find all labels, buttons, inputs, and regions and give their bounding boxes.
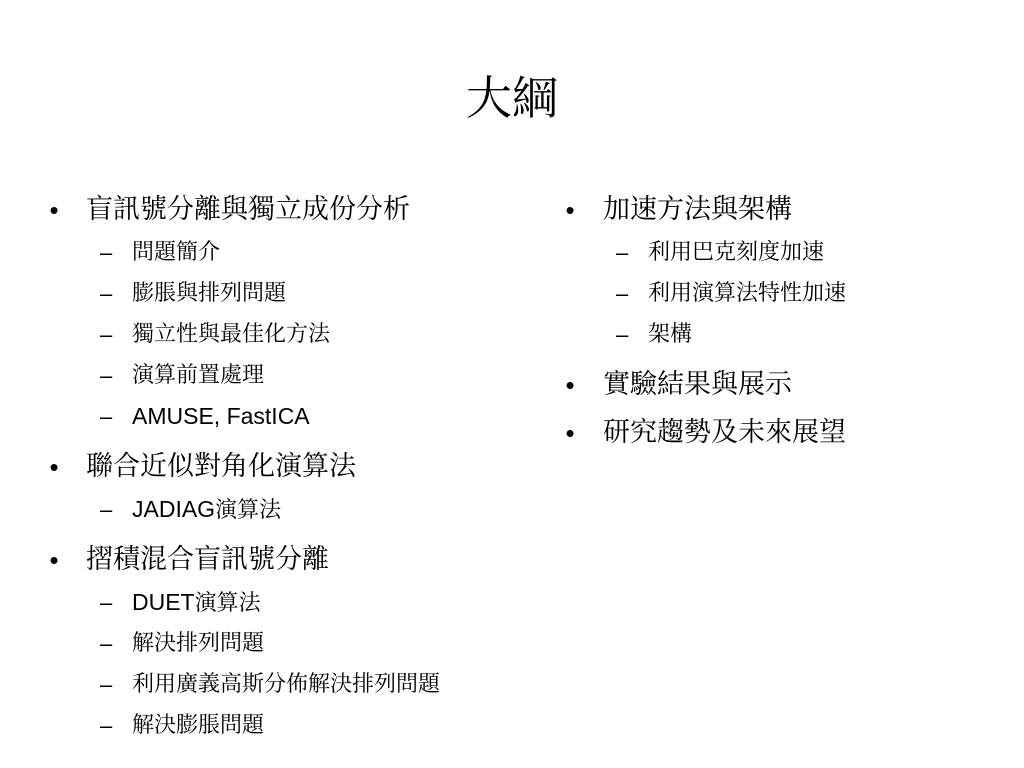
right-outline-column: [560, 190, 1000, 461]
bullet-icon: •: [49, 195, 59, 225]
dash-icon: –: [100, 404, 113, 429]
sub-list: [44, 489, 534, 530]
outline-item-acceleration: [560, 190, 1000, 230]
sub-item-latin-label: AMUSE, FastICA: [132, 403, 310, 429]
slide-title: 大綱: [466, 71, 558, 125]
sub-list: [44, 582, 534, 746]
sub-item-latin-label: JADIAG: [132, 496, 216, 522]
sub-item-label: 獨立性與最佳化方法: [132, 322, 331, 347]
sub-item-label: 膨脹與排列問題: [132, 281, 287, 306]
sub-item: [560, 232, 1000, 273]
sub-item: [560, 273, 1000, 314]
sub-item: [44, 489, 534, 530]
sub-item: [44, 623, 534, 664]
sub-item-label: 演算法: [215, 498, 282, 523]
dash-icon: –: [100, 281, 113, 306]
outline-item-label: 盲訊號分離與獨立成份分析: [86, 194, 410, 225]
dash-icon: –: [100, 497, 113, 522]
dash-icon: –: [100, 590, 113, 615]
dash-icon: –: [616, 322, 629, 347]
sub-item: [44, 396, 534, 437]
sub-item-label: 解決排列問題: [132, 631, 265, 656]
sub-item: [44, 664, 534, 705]
sub-item-latin-label: DUET: [132, 589, 195, 615]
sub-item: [44, 705, 534, 746]
sub-item: [44, 582, 534, 623]
sub-item-label: 利用廣義高斯分佈解決排列問題: [132, 672, 441, 697]
sub-item-label: 架構: [648, 322, 693, 347]
outline-item-bss-ica: [44, 190, 534, 230]
outline-item-jadiag: [44, 447, 534, 487]
sub-item: [560, 314, 1000, 355]
outline-item-label: 聯合近似對角化演算法: [86, 451, 356, 482]
dash-icon: –: [100, 713, 113, 738]
dash-icon: –: [616, 240, 629, 265]
sub-list: [44, 232, 534, 437]
outline-item-convolutive-bss: [44, 540, 534, 580]
sub-item-label: 利用演算法特性加速: [648, 281, 847, 306]
sub-item-label: 問題簡介: [132, 240, 221, 265]
sub-item: [44, 232, 534, 273]
bullet-icon: •: [49, 452, 59, 482]
dash-icon: –: [100, 631, 113, 656]
dash-icon: –: [100, 672, 113, 697]
dash-icon: –: [100, 240, 113, 265]
sub-item-label: 演算前置處理: [132, 363, 265, 388]
left-outline-column: [44, 190, 534, 756]
bullet-icon: •: [565, 195, 575, 225]
outline-item-label: 實驗結果與展示: [603, 369, 792, 400]
bullet-icon: •: [49, 545, 59, 575]
sub-item: [44, 314, 534, 355]
outline-item-label: 摺積混合盲訊號分離: [86, 544, 329, 575]
dash-icon: –: [616, 281, 629, 306]
sub-list: [560, 232, 1000, 355]
dash-icon: –: [100, 322, 113, 347]
sub-item: [44, 273, 534, 314]
bullet-icon: •: [565, 418, 575, 448]
outline-item-future-work: [560, 413, 1000, 453]
dash-icon: –: [100, 363, 113, 388]
outline-item-label: 研究趨勢及未來展望: [603, 417, 846, 448]
sub-item-label: 利用巴克刻度加速: [648, 240, 825, 265]
outline-item-label: 加速方法與架構: [603, 194, 792, 225]
outline-item-results: [560, 365, 1000, 405]
sub-item-label: 演算法: [194, 591, 261, 616]
sub-item-label: 解決膨脹問題: [132, 713, 265, 738]
bullet-icon: •: [565, 370, 575, 400]
sub-item: [44, 355, 534, 396]
